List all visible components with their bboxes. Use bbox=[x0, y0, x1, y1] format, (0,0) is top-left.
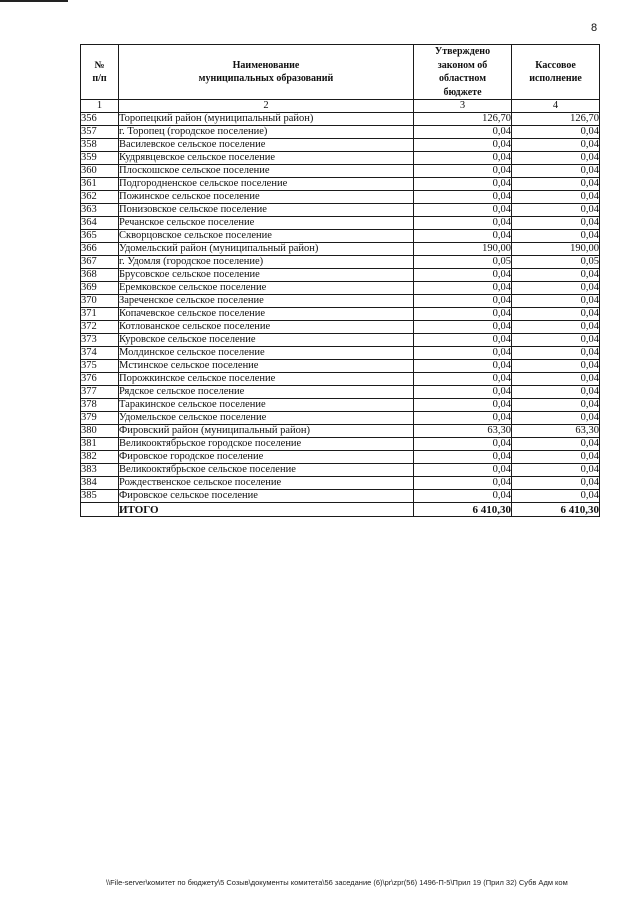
header-num bbox=[81, 45, 119, 100]
row-num: 358 bbox=[81, 139, 119, 152]
row-num: 381 bbox=[81, 438, 119, 451]
header-name-text: Наименование муниципальных образований bbox=[198, 59, 334, 84]
row-name: Торопецкий район (муниципальный район) bbox=[119, 113, 414, 126]
row-executed: 0,04 bbox=[512, 347, 600, 360]
row-executed: 0,04 bbox=[512, 490, 600, 503]
row-approved: 0,04 bbox=[414, 230, 512, 243]
row-name: Еремковское сельское поселение bbox=[119, 282, 414, 295]
row-approved: 63,30 bbox=[414, 425, 512, 438]
row-num: 362 bbox=[81, 191, 119, 204]
row-name: Понизовское сельское поселение bbox=[119, 204, 414, 217]
header-approved bbox=[414, 45, 512, 100]
row-approved: 0,04 bbox=[414, 412, 512, 425]
row-num: 367 bbox=[81, 256, 119, 269]
table-row bbox=[81, 165, 600, 178]
column-number: 1 bbox=[81, 100, 119, 113]
row-executed: 0,04 bbox=[512, 464, 600, 477]
row-name: Скворцовское сельское поселение bbox=[119, 230, 414, 243]
row-num: 384 bbox=[81, 477, 119, 490]
row-approved: 0,04 bbox=[414, 490, 512, 503]
row-name: Молдинское сельское поселение bbox=[119, 347, 414, 360]
row-executed: 63,30 bbox=[512, 425, 600, 438]
table-row bbox=[81, 256, 600, 269]
row-approved: 0,04 bbox=[414, 165, 512, 178]
table-row bbox=[81, 347, 600, 360]
row-executed: 0,04 bbox=[512, 126, 600, 139]
row-approved: 0,04 bbox=[414, 139, 512, 152]
table-row bbox=[81, 490, 600, 503]
row-num: 363 bbox=[81, 204, 119, 217]
row-executed: 0,04 bbox=[512, 269, 600, 282]
table-row bbox=[81, 438, 600, 451]
table-row bbox=[81, 451, 600, 464]
row-name: Котлованское сельское поселение bbox=[119, 321, 414, 334]
total-num-cell bbox=[81, 503, 119, 517]
row-num: 374 bbox=[81, 347, 119, 360]
row-executed: 0,04 bbox=[512, 334, 600, 347]
row-num: 366 bbox=[81, 243, 119, 256]
row-executed: 0,04 bbox=[512, 438, 600, 451]
column-number-row bbox=[81, 100, 600, 113]
table-row bbox=[81, 412, 600, 425]
row-approved: 0,04 bbox=[414, 347, 512, 360]
row-executed: 126,70 bbox=[512, 113, 600, 126]
row-executed: 0,04 bbox=[512, 204, 600, 217]
table-row bbox=[81, 386, 600, 399]
page-number: 8 bbox=[591, 22, 598, 34]
row-num: 359 bbox=[81, 152, 119, 165]
row-name: Куровское сельское поселение bbox=[119, 334, 414, 347]
table-row bbox=[81, 204, 600, 217]
row-executed: 0,04 bbox=[512, 321, 600, 334]
row-name: г. Торопец (городское поселение) bbox=[119, 126, 414, 139]
row-num: 376 bbox=[81, 373, 119, 386]
table-row bbox=[81, 477, 600, 490]
row-name: Таракинское сельское поселение bbox=[119, 399, 414, 412]
row-executed: 0,04 bbox=[512, 191, 600, 204]
row-executed: 0,04 bbox=[512, 412, 600, 425]
total-executed: 6 410,30 bbox=[512, 503, 600, 517]
row-executed: 0,05 bbox=[512, 256, 600, 269]
row-executed: 0,04 bbox=[512, 399, 600, 412]
row-num: 373 bbox=[81, 334, 119, 347]
row-approved: 0,04 bbox=[414, 386, 512, 399]
row-approved: 0,04 bbox=[414, 191, 512, 204]
row-num: 360 bbox=[81, 165, 119, 178]
table-row bbox=[81, 139, 600, 152]
row-approved: 0,04 bbox=[414, 126, 512, 139]
row-approved: 0,04 bbox=[414, 464, 512, 477]
row-num: 364 bbox=[81, 217, 119, 230]
row-executed: 0,04 bbox=[512, 165, 600, 178]
table-row bbox=[81, 334, 600, 347]
row-executed: 190,00 bbox=[512, 243, 600, 256]
row-approved: 190,00 bbox=[414, 243, 512, 256]
table-row bbox=[81, 243, 600, 256]
row-approved: 0,04 bbox=[414, 152, 512, 165]
row-approved: 0,05 bbox=[414, 256, 512, 269]
row-executed: 0,04 bbox=[512, 178, 600, 191]
row-name: Удомельский район (муниципальный район) bbox=[119, 243, 414, 256]
table-row bbox=[81, 269, 600, 282]
row-approved: 0,04 bbox=[414, 308, 512, 321]
row-name: Рядское сельское поселение bbox=[119, 386, 414, 399]
table-row bbox=[81, 230, 600, 243]
row-num: 361 bbox=[81, 178, 119, 191]
row-name: Кудрявцевское сельское поселение bbox=[119, 152, 414, 165]
row-approved: 0,04 bbox=[414, 373, 512, 386]
row-name: Фировское сельское поселение bbox=[119, 490, 414, 503]
row-approved: 0,04 bbox=[414, 334, 512, 347]
row-approved: 0,04 bbox=[414, 178, 512, 191]
total-approved: 6 410,30 bbox=[414, 503, 512, 517]
row-num: 368 bbox=[81, 269, 119, 282]
row-approved: 0,04 bbox=[414, 204, 512, 217]
table-row bbox=[81, 308, 600, 321]
row-name: Пожинское сельское поселение bbox=[119, 191, 414, 204]
row-approved: 0,04 bbox=[414, 360, 512, 373]
table-row bbox=[81, 178, 600, 191]
row-num: 369 bbox=[81, 282, 119, 295]
row-name: Мстинское сельское поселение bbox=[119, 360, 414, 373]
row-executed: 0,04 bbox=[512, 139, 600, 152]
row-name: Плоскошское сельское поселение bbox=[119, 165, 414, 178]
row-executed: 0,04 bbox=[512, 217, 600, 230]
row-name: Брусовское сельское поселение bbox=[119, 269, 414, 282]
row-name: г. Удомля (городское поселение) bbox=[119, 256, 414, 269]
header-executed-text: Кассовое исполнение bbox=[529, 59, 582, 84]
row-name: Зареченское сельское поселение bbox=[119, 295, 414, 308]
row-num: 365 bbox=[81, 230, 119, 243]
table-row bbox=[81, 425, 600, 438]
row-num: 375 bbox=[81, 360, 119, 373]
table-row bbox=[81, 126, 600, 139]
row-approved: 0,04 bbox=[414, 477, 512, 490]
budget-table bbox=[80, 44, 600, 517]
row-num: 372 bbox=[81, 321, 119, 334]
row-approved: 0,04 bbox=[414, 321, 512, 334]
row-num: 379 bbox=[81, 412, 119, 425]
row-name: Копачевское сельское поселение bbox=[119, 308, 414, 321]
table-row bbox=[81, 191, 600, 204]
header-num-text: № п/п bbox=[92, 59, 107, 84]
header-name bbox=[119, 45, 414, 100]
row-executed: 0,04 bbox=[512, 152, 600, 165]
table-row bbox=[81, 321, 600, 334]
row-approved: 0,04 bbox=[414, 217, 512, 230]
row-executed: 0,04 bbox=[512, 295, 600, 308]
header-executed bbox=[512, 45, 600, 100]
row-executed: 0,04 bbox=[512, 451, 600, 464]
table-row bbox=[81, 373, 600, 386]
header-approved-text: Утверждено законом об областном бюджете bbox=[434, 46, 491, 98]
table-row bbox=[81, 113, 600, 126]
row-name: Фировское городское поселение bbox=[119, 451, 414, 464]
table-row bbox=[81, 282, 600, 295]
row-num: 357 bbox=[81, 126, 119, 139]
table-row bbox=[81, 295, 600, 308]
table-row bbox=[81, 217, 600, 230]
row-name: Василевское сельское поселение bbox=[119, 139, 414, 152]
row-name: Порожкинское сельское поселение bbox=[119, 373, 414, 386]
row-name: Великооктябрьское сельское поселение bbox=[119, 464, 414, 477]
row-num: 378 bbox=[81, 399, 119, 412]
row-num: 383 bbox=[81, 464, 119, 477]
row-approved: 0,04 bbox=[414, 438, 512, 451]
row-num: 377 bbox=[81, 386, 119, 399]
table-row bbox=[81, 152, 600, 165]
row-approved: 0,04 bbox=[414, 269, 512, 282]
row-approved: 0,04 bbox=[414, 295, 512, 308]
table-row bbox=[81, 464, 600, 477]
top-rule bbox=[0, 0, 68, 2]
row-approved: 0,04 bbox=[414, 282, 512, 295]
row-name: Подгородненское сельское поселение bbox=[119, 178, 414, 191]
column-number: 3 bbox=[414, 100, 512, 113]
row-executed: 0,04 bbox=[512, 230, 600, 243]
row-executed: 0,04 bbox=[512, 477, 600, 490]
row-num: 385 bbox=[81, 490, 119, 503]
row-num: 356 bbox=[81, 113, 119, 126]
row-name: Удомельское сельское поселение bbox=[119, 412, 414, 425]
table-row bbox=[81, 399, 600, 412]
row-num: 371 bbox=[81, 308, 119, 321]
row-executed: 0,04 bbox=[512, 386, 600, 399]
row-num: 370 bbox=[81, 295, 119, 308]
table-header-row bbox=[81, 45, 600, 100]
row-num: 380 bbox=[81, 425, 119, 438]
column-number: 2 bbox=[119, 100, 414, 113]
row-num: 382 bbox=[81, 451, 119, 464]
row-name: Великооктябрьское городское поселение bbox=[119, 438, 414, 451]
row-name: Фировский район (муниципальный район) bbox=[119, 425, 414, 438]
row-executed: 0,04 bbox=[512, 308, 600, 321]
row-executed: 0,04 bbox=[512, 373, 600, 386]
row-approved: 0,04 bbox=[414, 399, 512, 412]
row-approved: 126,70 bbox=[414, 113, 512, 126]
row-name: Рождественское сельское поселение bbox=[119, 477, 414, 490]
row-approved: 0,04 bbox=[414, 451, 512, 464]
footer-file-path: \\File-server\комитет по бюджету\5 Созыв\документы комитета\56 заседание (6)\pr\zpr(56) 1496-П-5\Прил 19 (Прил 32) Субв Адм ком bbox=[106, 878, 568, 887]
total-label: ИТОГО bbox=[119, 503, 414, 517]
table-body bbox=[81, 113, 600, 503]
row-name: Речанское сельское поселение bbox=[119, 217, 414, 230]
table-row bbox=[81, 360, 600, 373]
row-executed: 0,04 bbox=[512, 360, 600, 373]
column-number: 4 bbox=[512, 100, 600, 113]
total-row bbox=[81, 503, 600, 517]
row-executed: 0,04 bbox=[512, 282, 600, 295]
